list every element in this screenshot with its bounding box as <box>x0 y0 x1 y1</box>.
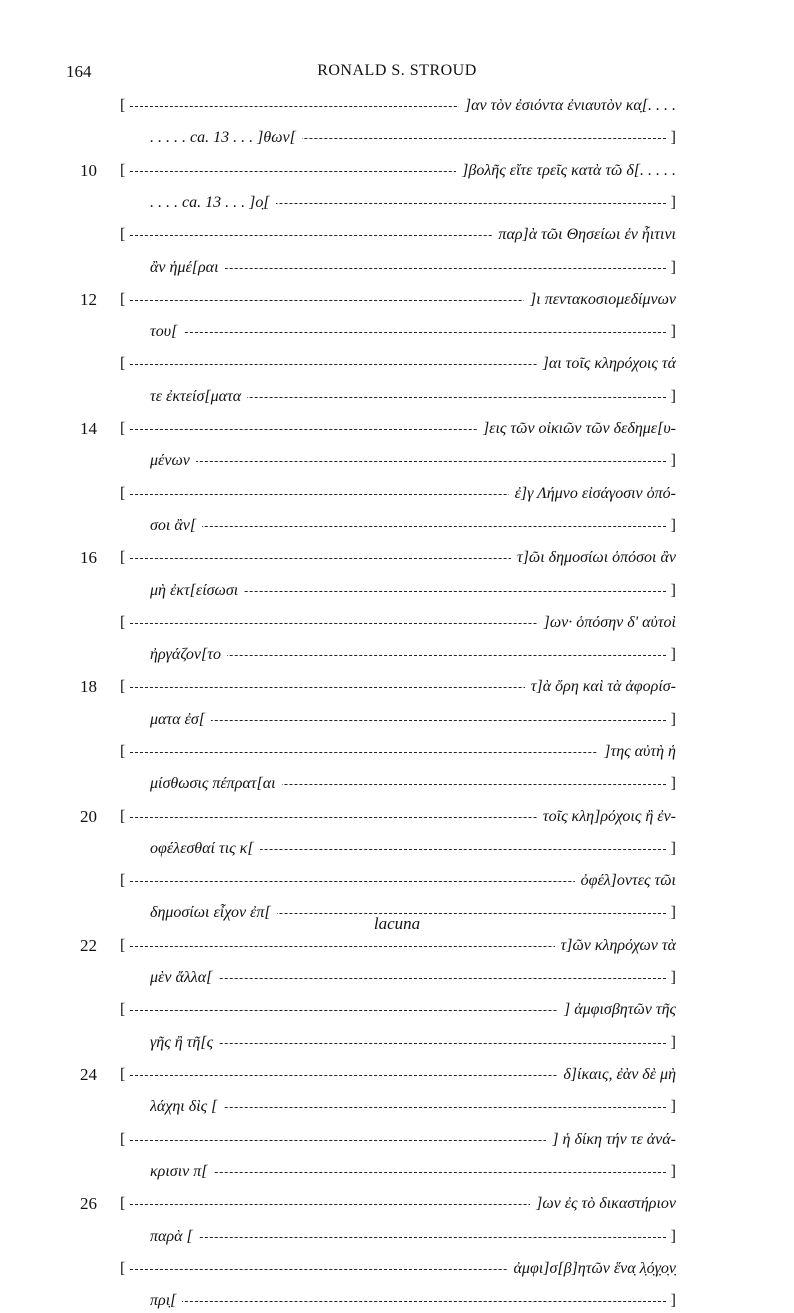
text-line <box>150 1289 676 1313</box>
line-text: ]ων· ὁπόσην δ' αὐτοὶ <box>538 614 676 631</box>
close-bracket: ] <box>671 708 676 732</box>
line-number: 12 <box>80 290 97 309</box>
text-line <box>150 1225 676 1249</box>
open-bracket: [ <box>120 869 125 893</box>
text-line <box>150 708 676 732</box>
text-line <box>120 546 676 570</box>
line-text: γῆς ἢ τῆ[ς <box>150 1034 219 1051</box>
line-text: τ]ὰ ὄρη καὶ τὰ ἀφορίσ- <box>525 678 676 695</box>
text-line <box>120 869 676 893</box>
line-text: ]αν τὸν ἐσιόντα ἐνιαυτὸν κα̣[. . . . <box>459 97 676 114</box>
lacuna-dashes <box>150 320 676 344</box>
text-line <box>120 675 676 699</box>
text-line <box>150 449 676 473</box>
close-bracket: ] <box>671 901 676 925</box>
close-bracket: ] <box>671 579 676 603</box>
close-bracket: ] <box>671 320 676 344</box>
line-text: ] ἀμφισβητῶν τῆς <box>558 1001 676 1018</box>
lacuna-dashes <box>150 514 676 538</box>
close-bracket: ] <box>671 514 676 538</box>
line-text: πρι̣[ <box>150 1292 182 1309</box>
text-line <box>150 191 676 215</box>
text-line <box>150 320 676 344</box>
text-line <box>150 966 676 990</box>
line-text: ]βολῆς εἴτε τρεῖς κατὰ τῶ δ[. . . . . <box>456 162 676 179</box>
lacuna-dashes <box>150 1225 676 1249</box>
open-bracket: [ <box>120 94 125 118</box>
lacuna-dashes <box>150 708 676 732</box>
text-line <box>120 934 676 958</box>
close-bracket: ] <box>671 449 676 473</box>
line-text: ματα ἐσ[ <box>150 711 211 728</box>
text-line <box>120 482 676 506</box>
line-text: ]εις τῶν οἰκιῶν τῶν δεδημε[υ- <box>477 420 676 437</box>
close-bracket: ] <box>671 1225 676 1249</box>
line-number: 16 <box>80 548 97 567</box>
close-bracket: ] <box>671 966 676 990</box>
lacuna-dashes <box>120 740 676 764</box>
running-head: RONALD S. STROUD <box>317 62 477 79</box>
line-number: 10 <box>80 161 97 180</box>
open-bracket: [ <box>120 998 125 1022</box>
line-text: τε ἐκτείσ[ματα <box>150 388 247 405</box>
text-line <box>120 159 676 183</box>
line-text: παρὰ [ <box>150 1228 199 1245</box>
line-text: ἂν ἡμέ[ραι <box>150 259 225 276</box>
close-bracket: ] <box>671 643 676 667</box>
open-bracket: [ <box>120 611 125 635</box>
text-line <box>120 94 676 118</box>
close-bracket: ] <box>671 1031 676 1055</box>
open-bracket: [ <box>120 352 125 376</box>
lacuna-dashes <box>150 1031 676 1055</box>
lacuna-dashes <box>150 256 676 280</box>
line-text: ἠργάζον[το <box>150 646 227 663</box>
text-line <box>120 998 676 1022</box>
page-number: 164 <box>66 62 92 81</box>
text-line <box>150 1031 676 1055</box>
line-number: 24 <box>80 1065 97 1084</box>
open-bracket: [ <box>120 482 125 506</box>
close-bracket: ] <box>671 1289 676 1313</box>
line-text: κρισιν π[ <box>150 1163 213 1180</box>
text-line <box>150 643 676 667</box>
text-line <box>150 579 676 603</box>
open-bracket: [ <box>120 1192 125 1216</box>
line-text: οφέλεσθαί τις κ[ <box>150 840 260 857</box>
text-line <box>150 1160 676 1184</box>
text-line <box>120 1192 676 1216</box>
line-text: μένων <box>150 452 196 469</box>
open-bracket: [ <box>120 159 125 183</box>
line-text: ]ι πεντακοσιομεδίμνων <box>524 291 676 308</box>
text-line <box>150 385 676 409</box>
line-text: παρ]ὰ τῶι Θησείωι ἐν ἧιτινι <box>492 226 676 243</box>
line-number: 18 <box>80 677 97 696</box>
text-line <box>150 837 676 861</box>
line-text: λάχηι δὶς [ <box>150 1098 223 1115</box>
line-text: ἐ]γ Λήμνο εἰσάγοσιν ὁπό- <box>509 485 676 502</box>
line-text: μίσθωσις πέπρατ[αι <box>150 775 282 792</box>
open-bracket: [ <box>120 546 125 570</box>
open-bracket: [ <box>120 223 125 247</box>
close-bracket: ] <box>671 1160 676 1184</box>
line-text: σοι ἂν[ <box>150 517 202 534</box>
open-bracket: [ <box>120 1128 125 1152</box>
text-line <box>120 1128 676 1152</box>
open-bracket: [ <box>120 740 125 764</box>
text-line <box>120 223 676 247</box>
line-text: μὴ ἐκτ[είσωσι <box>150 582 244 599</box>
text-line <box>120 352 676 376</box>
text-line <box>150 772 676 796</box>
open-bracket: [ <box>120 805 125 829</box>
line-text: ὀφέλ]οντες τῶι <box>575 872 676 889</box>
line-number: 20 <box>80 807 97 826</box>
open-bracket: [ <box>120 675 125 699</box>
line-text: . . . . ca. 13 . . . ]ο̣[ <box>150 194 276 211</box>
lacuna-dashes <box>150 1160 676 1184</box>
line-text: ] ἡ δίκη τήν τε ἀνά- <box>546 1131 676 1148</box>
line-text: μὲν ἄλλα[ <box>150 969 218 986</box>
line-text: ]της αὐτὴ ἡ <box>598 743 676 760</box>
line-text: τ]ῶι δημοσίωι ὁπόσοι ἂν <box>511 549 676 566</box>
open-bracket: [ <box>120 1257 125 1281</box>
line-text: δημοσίωι εἶχον ἐπ[ <box>150 904 277 921</box>
line-text: δ]ίκαις, ἐὰν δὲ μὴ <box>557 1066 676 1083</box>
line-text: τοῖς κλη]ρόχοις ἢ ἐν- <box>537 808 676 825</box>
close-bracket: ] <box>671 191 676 215</box>
text-line <box>120 1257 676 1281</box>
open-bracket: [ <box>120 417 125 441</box>
text-line <box>120 805 676 829</box>
lacuna-note: lacuna <box>373 914 421 933</box>
open-bracket: [ <box>120 288 125 312</box>
close-bracket: ] <box>671 126 676 150</box>
text-line <box>120 611 676 635</box>
text-line <box>120 740 676 764</box>
text-line <box>150 126 676 150</box>
text-line <box>120 1063 676 1087</box>
lacuna-dashes <box>150 966 676 990</box>
line-text: ]ων ἐς τὸ δικαστήριον <box>530 1195 676 1212</box>
close-bracket: ] <box>671 256 676 280</box>
lacuna-dashes <box>150 449 676 473</box>
lacuna-dashes <box>150 1289 676 1313</box>
open-bracket: [ <box>120 1063 125 1087</box>
text-line <box>120 417 676 441</box>
open-bracket: [ <box>120 934 125 958</box>
close-bracket: ] <box>671 772 676 796</box>
line-text: . . . . . ca. 13 . . . ]θων[ <box>150 129 302 146</box>
line-text: τ]ῶν κληρόχων τὰ <box>555 937 676 954</box>
text-line <box>150 1095 676 1119</box>
line-number: 14 <box>80 419 97 438</box>
line-text: του[ <box>150 323 183 340</box>
close-bracket: ] <box>671 1095 676 1119</box>
text-line <box>120 288 676 312</box>
close-bracket: ] <box>671 385 676 409</box>
line-number: 26 <box>80 1194 97 1213</box>
line-text: ]αι τοῖς κληρόχοις τά <box>537 355 676 372</box>
text-line <box>150 256 676 280</box>
line-number: 22 <box>80 936 97 955</box>
lacuna-dashes <box>150 643 676 667</box>
close-bracket: ] <box>671 837 676 861</box>
lacuna-dashes <box>150 1095 676 1119</box>
line-text: ἀμφι]σ[β]ητῶν ἕνα̣ λ̣ό̣γ̣ο̣ν̣ <box>508 1260 676 1277</box>
text-line <box>150 514 676 538</box>
